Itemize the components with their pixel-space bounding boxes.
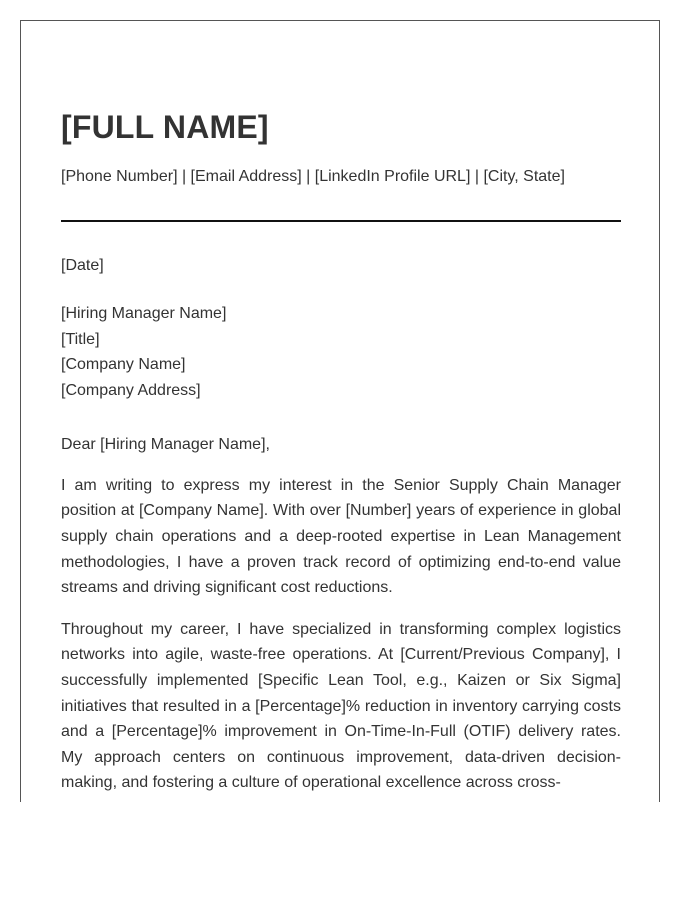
recipient-name: [Hiring Manager Name] bbox=[61, 305, 227, 322]
cover-letter bbox=[61, 107, 621, 796]
contact-info: [Phone Number] | [Email Address] | [LinkedIn Profile URL] | [City, State] bbox=[61, 168, 565, 185]
document-page bbox=[20, 20, 660, 802]
recipient-title: [Title] bbox=[61, 330, 100, 348]
body-paragraph-2: Throughout my career, I have specialized in transforming complex logistics networks into agile, waste-free operations. At [Current/Previous Company], I successfully implemented [Specific Lean Tool, e.g., Kaizen or Six Sigma] initiatives that resulted in a [Percentage]% reduction in inventory carrying costs and a [Percentage]% improvement in On-Time-In-Full (OTIF) delivery rates. My approach centers on continuous improvement, data-driven decision-making, and fostering a culture of operational excellence across cross- bbox=[61, 620, 621, 792]
recipient-address: [Company Address] bbox=[61, 382, 201, 400]
full-name-heading: [FULL NAME] bbox=[61, 109, 269, 145]
header-divider bbox=[61, 220, 621, 222]
recipient-company: [Company Name] bbox=[61, 356, 186, 374]
salutation: Dear [Hiring Manager Name], bbox=[61, 435, 270, 453]
letter-date: [Date] bbox=[61, 257, 104, 274]
recipient-block bbox=[61, 301, 621, 404]
body-paragraph-1: I am writing to express my interest in the Senior Supply Chain Manager position at [Company Name]. With over [Number] years of experience in global supply chain operations and a deep-rooted expertise in Lean Management methodologies, I have a proven track record of optimizing end-to-end value streams and driving significant cost reductions. bbox=[61, 476, 621, 597]
